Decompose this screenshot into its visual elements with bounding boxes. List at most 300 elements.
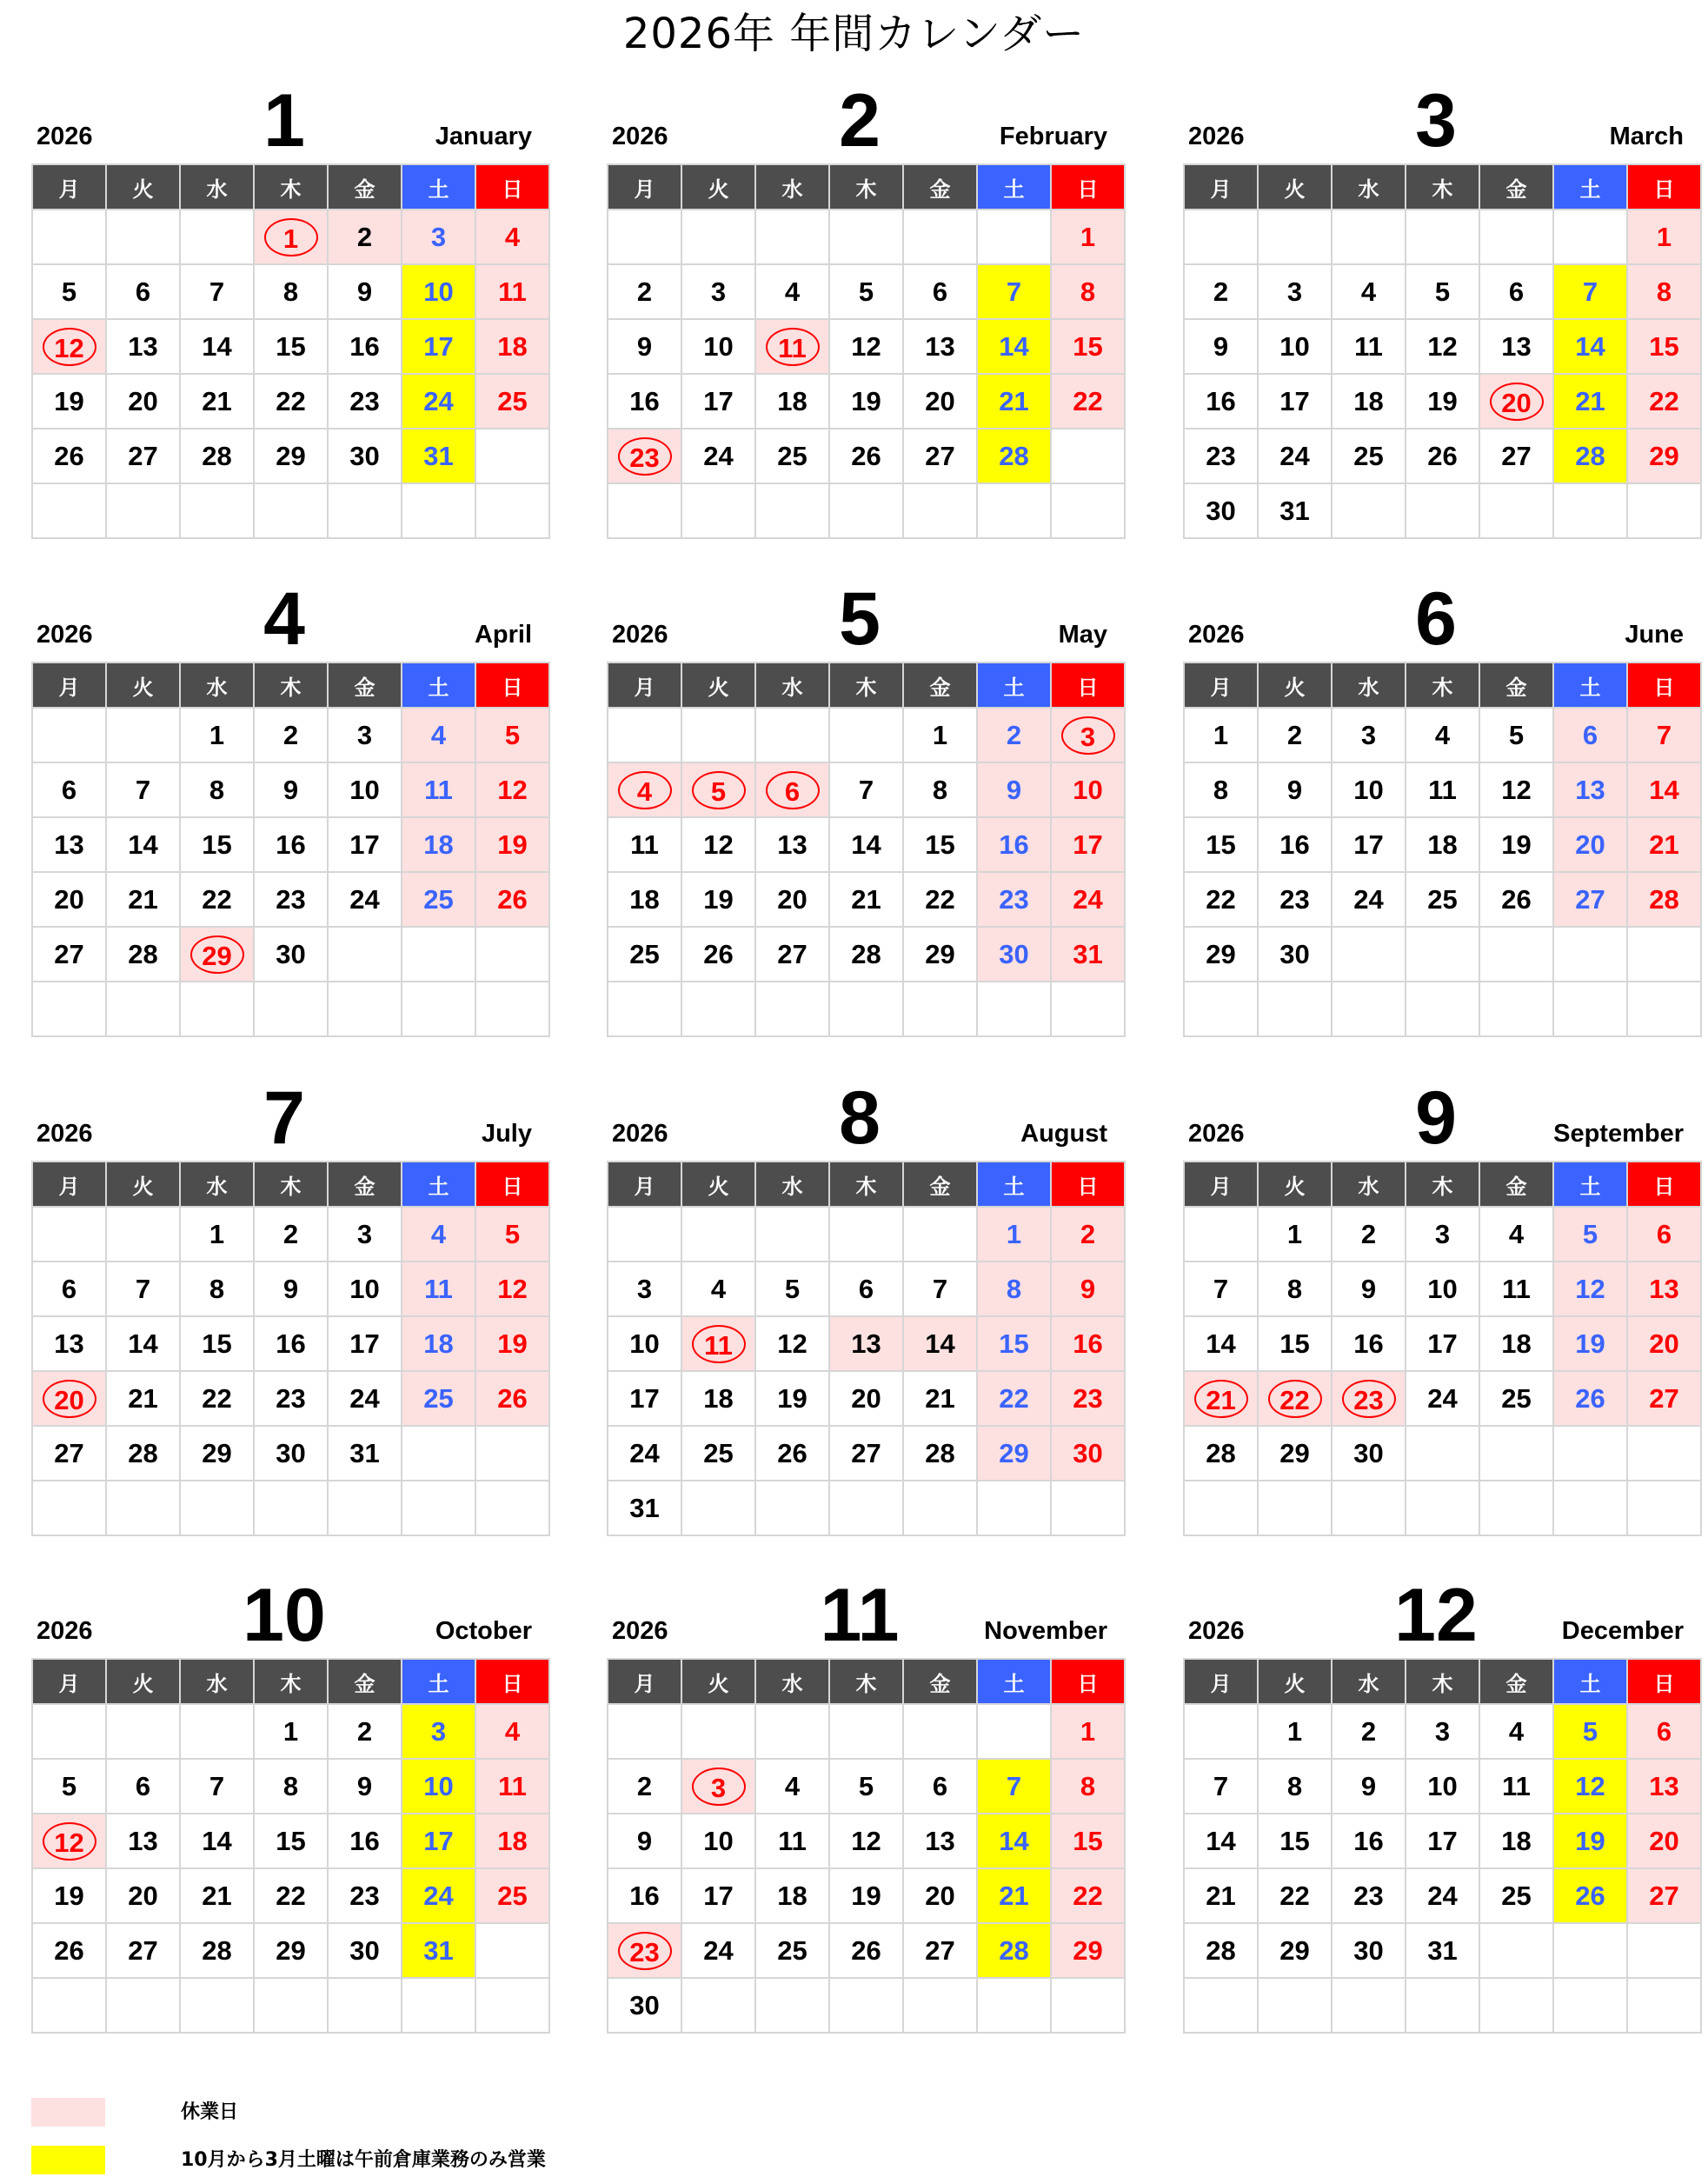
day-cell — [977, 1978, 1051, 2033]
weekday-header: 月 — [32, 164, 106, 210]
day-cell: 6 — [829, 1262, 903, 1316]
day-cell: 26 — [1406, 429, 1479, 483]
week-row — [608, 1704, 1125, 1759]
day-cell: 8 — [1184, 762, 1258, 817]
month-header — [1183, 79, 1689, 163]
day-cell: 2 — [328, 1704, 402, 1759]
day-cell — [608, 1923, 681, 1978]
day-cell: 5 — [1406, 264, 1479, 319]
month-year: 2026 — [37, 1120, 93, 1148]
day-cell: 18 — [1479, 1814, 1553, 1868]
day-cell: 4 — [1332, 264, 1406, 319]
day-cell — [1258, 210, 1332, 264]
day-cell — [903, 483, 977, 538]
day-cell: 7 — [903, 1262, 977, 1316]
month-name: August — [1020, 1120, 1107, 1148]
day-cell — [681, 1759, 755, 1814]
day-cell — [608, 708, 681, 762]
circled-holiday-date: 12 — [43, 1822, 96, 1861]
day-cell: 7 — [180, 1759, 254, 1814]
day-cell — [1406, 1481, 1479, 1535]
day-cell: 17 — [1051, 817, 1125, 872]
day-cell: 1 — [1258, 1704, 1332, 1759]
month-number: 2 — [839, 79, 881, 163]
week-row — [1184, 708, 1701, 762]
day-cell: 1 — [254, 1704, 328, 1759]
day-cell: 17 — [402, 1814, 475, 1868]
month-number: 12 — [1394, 1574, 1478, 1657]
day-cell: 27 — [755, 927, 829, 982]
weekday-header: 土 — [402, 662, 475, 708]
circled-holiday-date: 4 — [618, 771, 672, 809]
month-header — [1183, 1574, 1689, 1658]
day-cell: 10 — [328, 762, 402, 817]
month-year: 2026 — [37, 1617, 93, 1645]
day-cell: 27 — [32, 927, 106, 982]
day-cell — [475, 1481, 549, 1535]
day-cell: 8 — [1051, 1759, 1125, 1814]
day-cell: 17 — [1406, 1814, 1479, 1868]
day-cell: 11 — [475, 264, 549, 319]
day-cell: 14 — [903, 1316, 977, 1371]
day-cell: 27 — [1627, 1371, 1701, 1426]
day-cell — [180, 210, 254, 264]
day-cell: 11 — [1479, 1759, 1553, 1814]
month-number: 5 — [839, 577, 881, 661]
weekday-header: 金 — [328, 164, 402, 210]
month-table — [1183, 662, 1702, 1037]
day-cell: 11 — [1406, 762, 1479, 817]
day-cell — [829, 210, 903, 264]
weekday-header: 木 — [1406, 1162, 1479, 1207]
day-cell: 22 — [1051, 374, 1125, 429]
day-cell — [829, 1704, 903, 1759]
day-cell — [1627, 1481, 1701, 1535]
day-cell: 30 — [977, 927, 1051, 982]
circled-holiday-date: 12 — [43, 328, 96, 366]
day-cell: 4 — [475, 210, 549, 264]
month-table — [31, 662, 550, 1037]
day-cell: 11 — [1479, 1262, 1553, 1316]
day-cell: 24 — [681, 429, 755, 483]
week-row — [608, 1207, 1125, 1262]
month-table — [1183, 1161, 1702, 1536]
day-cell — [829, 1978, 903, 2033]
day-cell: 5 — [1479, 708, 1553, 762]
day-cell: 12 — [475, 762, 549, 817]
week-row — [608, 429, 1125, 483]
day-cell: 24 — [1406, 1371, 1479, 1426]
weekday-header-row — [608, 164, 1125, 210]
month-table — [31, 1658, 550, 2034]
weekday-header: 水 — [180, 1659, 254, 1704]
day-cell — [681, 762, 755, 817]
week-row — [1184, 264, 1701, 319]
day-cell — [1184, 1704, 1258, 1759]
day-cell: 24 — [1258, 429, 1332, 483]
day-cell: 12 — [1553, 1759, 1627, 1814]
day-cell: 3 — [402, 210, 475, 264]
month-name: November — [984, 1617, 1107, 1645]
week-row — [32, 1371, 549, 1426]
weekday-header: 月 — [608, 164, 681, 210]
day-cell: 2 — [1332, 1704, 1406, 1759]
week-row — [608, 762, 1125, 817]
day-cell: 11 — [402, 762, 475, 817]
day-cell: 28 — [1627, 872, 1701, 927]
day-cell: 24 — [402, 1868, 475, 1923]
day-cell — [681, 210, 755, 264]
day-cell — [608, 1207, 681, 1262]
month-1 — [31, 79, 537, 539]
day-cell: 4 — [1479, 1207, 1553, 1262]
month-5 — [607, 577, 1113, 1037]
day-cell: 26 — [829, 429, 903, 483]
day-cell — [1627, 1426, 1701, 1481]
day-cell: 19 — [1406, 374, 1479, 429]
day-cell — [1051, 708, 1125, 762]
day-cell: 23 — [254, 872, 328, 927]
circled-holiday-date: 23 — [618, 437, 672, 476]
day-cell: 6 — [106, 1759, 180, 1814]
day-cell: 28 — [180, 429, 254, 483]
day-cell: 16 — [328, 1814, 402, 1868]
day-cell — [1553, 1426, 1627, 1481]
day-cell: 14 — [1184, 1316, 1258, 1371]
weekday-header: 金 — [1479, 164, 1553, 210]
day-cell: 3 — [1406, 1207, 1479, 1262]
week-row — [608, 1316, 1125, 1371]
day-cell: 30 — [608, 1978, 681, 2033]
week-row — [1184, 982, 1701, 1036]
day-cell: 10 — [681, 1814, 755, 1868]
month-number: 9 — [1415, 1076, 1457, 1160]
circled-holiday-date: 21 — [1194, 1380, 1248, 1418]
day-cell — [32, 1207, 106, 1262]
day-cell: 7 — [1184, 1759, 1258, 1814]
weekday-header: 土 — [977, 662, 1051, 708]
day-cell: 7 — [1627, 708, 1701, 762]
day-cell: 13 — [903, 319, 977, 374]
day-cell: 6 — [106, 264, 180, 319]
day-cell: 26 — [1479, 872, 1553, 927]
circled-holiday-date: 5 — [692, 771, 746, 809]
day-cell: 12 — [475, 1262, 549, 1316]
day-cell: 12 — [829, 319, 903, 374]
day-cell — [755, 708, 829, 762]
month-table — [31, 163, 550, 539]
weekday-header-row — [608, 662, 1125, 708]
day-cell: 11 — [608, 817, 681, 872]
week-row — [608, 319, 1125, 374]
weekday-header: 木 — [829, 164, 903, 210]
day-cell: 10 — [1406, 1759, 1479, 1814]
week-row — [608, 1868, 1125, 1923]
day-cell — [681, 1481, 755, 1535]
day-cell — [1479, 927, 1553, 982]
day-cell — [180, 1978, 254, 2033]
day-cell: 18 — [475, 1814, 549, 1868]
weekday-header: 土 — [402, 164, 475, 210]
month-header — [607, 1076, 1113, 1161]
weekday-header: 土 — [402, 1659, 475, 1704]
day-cell: 7 — [977, 1759, 1051, 1814]
circled-holiday-date: 11 — [766, 328, 820, 366]
day-cell — [1406, 982, 1479, 1036]
day-cell — [106, 1207, 180, 1262]
day-cell: 3 — [1332, 708, 1406, 762]
month-12 — [1183, 1574, 1689, 2034]
day-cell: 15 — [254, 1814, 328, 1868]
month-year: 2026 — [1188, 621, 1245, 649]
month-number: 1 — [263, 79, 305, 163]
day-cell: 1 — [1627, 210, 1701, 264]
day-cell: 26 — [829, 1923, 903, 1978]
day-cell: 14 — [106, 1316, 180, 1371]
holiday-legend-label: 休業日 — [181, 2101, 239, 2123]
day-cell: 25 — [402, 872, 475, 927]
day-cell: 21 — [180, 1868, 254, 1923]
circled-holiday-date: 22 — [1268, 1380, 1322, 1418]
day-cell — [1051, 429, 1125, 483]
day-cell — [106, 210, 180, 264]
month-name: May — [1058, 621, 1107, 649]
day-cell — [608, 1704, 681, 1759]
day-cell: 20 — [106, 1868, 180, 1923]
day-cell — [1479, 210, 1553, 264]
weekday-header: 土 — [977, 1162, 1051, 1207]
day-cell: 6 — [32, 1262, 106, 1316]
day-cell: 28 — [1553, 429, 1627, 483]
day-cell: 13 — [903, 1814, 977, 1868]
day-cell: 19 — [829, 1868, 903, 1923]
month-year: 2026 — [612, 1120, 668, 1148]
day-cell: 3 — [1406, 1704, 1479, 1759]
weekday-header: 月 — [1184, 1659, 1258, 1704]
day-cell: 15 — [1258, 1316, 1332, 1371]
weekday-header: 木 — [829, 662, 903, 708]
day-cell — [977, 1481, 1051, 1535]
day-cell: 8 — [1627, 264, 1701, 319]
weekday-header-row — [1184, 1162, 1701, 1207]
weekday-header: 火 — [681, 164, 755, 210]
day-cell: 26 — [681, 927, 755, 982]
day-cell — [328, 927, 402, 982]
week-row — [608, 374, 1125, 429]
day-cell: 9 — [1332, 1262, 1406, 1316]
day-cell — [1184, 1207, 1258, 1262]
day-cell — [106, 708, 180, 762]
week-row — [32, 817, 549, 872]
day-cell: 15 — [1184, 817, 1258, 872]
circled-holiday-date: 20 — [1490, 383, 1544, 421]
day-cell: 30 — [254, 1426, 328, 1481]
day-cell: 25 — [608, 927, 681, 982]
day-cell: 3 — [328, 708, 402, 762]
day-cell: 19 — [1553, 1316, 1627, 1371]
weekday-header-row — [32, 1659, 549, 1704]
day-cell: 26 — [1553, 1371, 1627, 1426]
weekday-header: 土 — [1553, 164, 1627, 210]
day-cell — [1406, 1426, 1479, 1481]
day-cell — [254, 1978, 328, 2033]
day-cell: 24 — [402, 374, 475, 429]
day-cell: 9 — [977, 762, 1051, 817]
day-cell: 13 — [1627, 1262, 1701, 1316]
day-cell — [1479, 1978, 1553, 2033]
day-cell: 22 — [1051, 1868, 1125, 1923]
month-name: October — [435, 1617, 532, 1645]
weekday-header-row — [1184, 164, 1701, 210]
day-cell — [254, 210, 328, 264]
weekday-header: 金 — [1479, 662, 1553, 708]
day-cell: 15 — [1051, 319, 1125, 374]
day-cell — [328, 1978, 402, 2033]
weekday-header: 火 — [681, 1162, 755, 1207]
day-cell: 15 — [977, 1316, 1051, 1371]
day-cell: 4 — [755, 264, 829, 319]
day-cell — [903, 982, 977, 1036]
day-cell: 16 — [1051, 1316, 1125, 1371]
week-row — [32, 872, 549, 927]
week-row — [32, 1868, 549, 1923]
day-cell: 21 — [1553, 374, 1627, 429]
day-cell — [755, 1207, 829, 1262]
month-header — [31, 1574, 537, 1658]
week-row — [1184, 319, 1701, 374]
day-cell: 30 — [328, 429, 402, 483]
week-row — [1184, 483, 1701, 538]
day-cell: 14 — [977, 319, 1051, 374]
month-year: 2026 — [1188, 1617, 1245, 1645]
day-cell: 17 — [608, 1371, 681, 1426]
day-cell: 13 — [1479, 319, 1553, 374]
month-number: 6 — [1415, 577, 1457, 661]
week-row — [608, 210, 1125, 264]
weekday-header: 火 — [106, 164, 180, 210]
day-cell — [1332, 927, 1406, 982]
day-cell: 16 — [977, 817, 1051, 872]
weekday-header: 日 — [1051, 164, 1125, 210]
day-cell — [1479, 374, 1553, 429]
month-9 — [1183, 1076, 1689, 1536]
week-row — [1184, 1207, 1701, 1262]
day-cell: 9 — [254, 1262, 328, 1316]
week-row — [32, 762, 549, 817]
day-cell: 31 — [1258, 483, 1332, 538]
day-cell: 3 — [608, 1262, 681, 1316]
day-cell — [1553, 1978, 1627, 2033]
week-row — [32, 264, 549, 319]
day-cell: 14 — [1627, 762, 1701, 817]
weekday-header: 水 — [755, 1659, 829, 1704]
day-cell — [1479, 1426, 1553, 1481]
day-cell: 31 — [1406, 1923, 1479, 1978]
day-cell — [328, 1481, 402, 1535]
weekday-header: 木 — [829, 1162, 903, 1207]
month-2 — [607, 79, 1113, 539]
week-row — [32, 210, 549, 264]
month-table — [1183, 1658, 1702, 2034]
day-cell: 1 — [1184, 708, 1258, 762]
day-cell — [1406, 1978, 1479, 2033]
day-cell: 27 — [903, 1923, 977, 1978]
week-row — [1184, 872, 1701, 927]
week-row — [32, 1481, 549, 1535]
day-cell: 29 — [1627, 429, 1701, 483]
month-header — [31, 1076, 537, 1161]
day-cell: 19 — [1553, 1814, 1627, 1868]
day-cell: 29 — [1258, 1426, 1332, 1481]
circled-holiday-date: 3 — [1061, 716, 1115, 755]
weekday-header: 金 — [328, 1162, 402, 1207]
weekday-header: 木 — [1406, 164, 1479, 210]
month-year: 2026 — [612, 621, 668, 649]
month-name: February — [999, 123, 1107, 150]
day-cell — [1051, 483, 1125, 538]
day-cell — [755, 210, 829, 264]
day-cell: 8 — [977, 1262, 1051, 1316]
weekday-header: 金 — [328, 1659, 402, 1704]
day-cell — [1406, 483, 1479, 538]
weekday-header: 水 — [180, 662, 254, 708]
week-row — [608, 1371, 1125, 1426]
day-cell: 1 — [1258, 1207, 1332, 1262]
month-table — [1183, 163, 1702, 539]
day-cell: 29 — [1184, 927, 1258, 982]
day-cell: 21 — [903, 1371, 977, 1426]
day-cell — [608, 210, 681, 264]
day-cell: 9 — [1051, 1262, 1125, 1316]
week-row — [1184, 1759, 1701, 1814]
weekday-header: 金 — [1479, 1162, 1553, 1207]
day-cell — [32, 1371, 106, 1426]
day-cell: 8 — [1258, 1759, 1332, 1814]
day-cell — [106, 1978, 180, 2033]
day-cell: 12 — [829, 1814, 903, 1868]
weekday-header: 月 — [608, 1162, 681, 1207]
day-cell: 15 — [1258, 1814, 1332, 1868]
day-cell: 7 — [829, 762, 903, 817]
day-cell — [755, 982, 829, 1036]
day-cell — [903, 1207, 977, 1262]
day-cell: 23 — [254, 1371, 328, 1426]
day-cell — [254, 1481, 328, 1535]
weekday-header-row — [32, 662, 549, 708]
day-cell — [106, 982, 180, 1036]
day-cell: 23 — [1332, 1868, 1406, 1923]
week-row — [32, 429, 549, 483]
weekday-header: 日 — [1627, 164, 1701, 210]
weekday-header: 日 — [475, 164, 549, 210]
day-cell: 8 — [180, 1262, 254, 1316]
day-cell: 23 — [977, 872, 1051, 927]
day-cell: 11 — [475, 1759, 549, 1814]
day-cell — [755, 762, 829, 817]
day-cell: 16 — [254, 1316, 328, 1371]
weekday-header: 月 — [32, 662, 106, 708]
saturday-morning-legend-label: 10月から3月土曜は午前倉庫業務のみ営業 — [181, 2149, 546, 2171]
day-cell — [829, 1481, 903, 1535]
week-row — [32, 483, 549, 538]
day-cell: 25 — [1479, 1868, 1553, 1923]
day-cell — [1627, 927, 1701, 982]
day-cell — [1479, 1923, 1553, 1978]
day-cell — [32, 1481, 106, 1535]
weekday-header: 水 — [755, 164, 829, 210]
day-cell: 14 — [180, 1814, 254, 1868]
weekday-header: 火 — [106, 1162, 180, 1207]
